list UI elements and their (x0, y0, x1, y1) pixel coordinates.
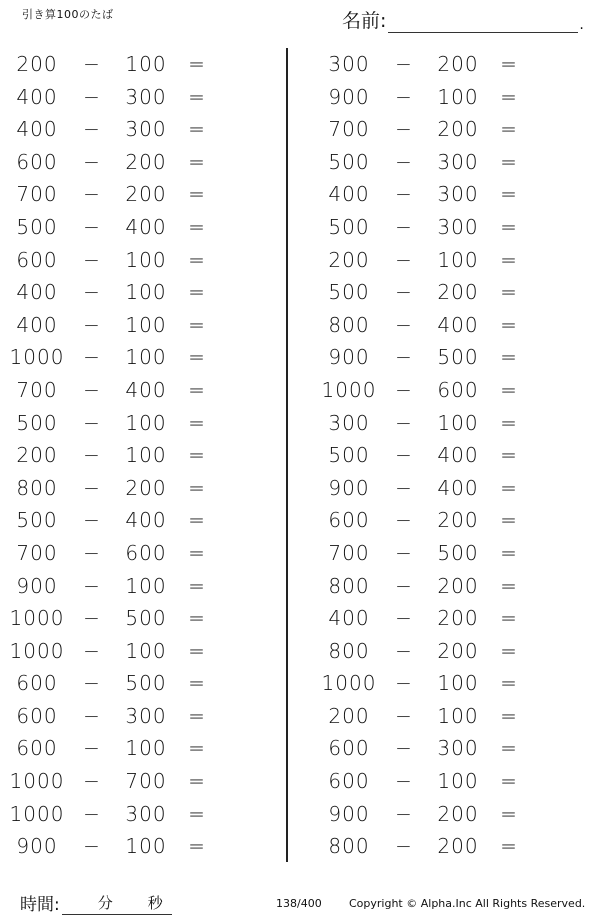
equals-sign: = (188, 149, 206, 174)
minus-sign: − (83, 149, 101, 174)
problem-row (0, 146, 270, 179)
worksheet-title: 引き算100のたば (22, 8, 114, 21)
minuend: 600 (328, 736, 370, 761)
equals-sign: = (188, 540, 206, 565)
equals-sign: = (188, 736, 206, 761)
equals-sign: = (188, 769, 206, 794)
minuend: 200 (16, 52, 58, 76)
subtrahend: 700 (125, 769, 167, 794)
minus-sign: − (83, 410, 101, 435)
equals-sign: = (188, 117, 206, 142)
minus-sign: − (395, 769, 413, 794)
equals-sign: = (500, 117, 518, 142)
minus-sign: − (83, 247, 101, 272)
minus-sign: − (83, 182, 101, 207)
subtrahend: 600 (125, 540, 167, 565)
minuend: 300 (328, 410, 370, 435)
problem-row (0, 439, 270, 472)
equals-sign: = (188, 312, 206, 337)
minus-sign: − (83, 573, 101, 598)
minus-sign: − (83, 280, 101, 305)
problem-row (312, 798, 582, 831)
subtrahend: 200 (437, 280, 479, 305)
minuend: 300 (328, 52, 370, 76)
equals-sign: = (188, 703, 206, 728)
minuend: 200 (328, 247, 370, 272)
problem-row (0, 635, 270, 668)
equals-sign: = (500, 214, 518, 239)
subtrahend: 100 (125, 312, 167, 337)
minus-sign: − (83, 508, 101, 533)
equals-sign: = (500, 834, 518, 859)
time-input-line[interactable] (62, 892, 172, 915)
equals-sign: = (500, 638, 518, 663)
minus-sign: − (395, 801, 413, 826)
minus-sign: − (83, 475, 101, 500)
equals-sign: = (188, 606, 206, 631)
problem-row (0, 765, 270, 798)
minus-sign: − (83, 377, 101, 402)
right-problem-column (312, 48, 582, 863)
problem-row (312, 537, 582, 570)
minuend: 800 (328, 312, 370, 337)
problem-row (0, 798, 270, 831)
subtrahend: 400 (437, 443, 479, 468)
problem-row (0, 732, 270, 765)
minus-sign: − (395, 573, 413, 598)
minuend: 600 (16, 671, 58, 696)
subtrahend: 200 (437, 834, 479, 859)
subtrahend: 100 (125, 736, 167, 761)
subtrahend: 300 (437, 182, 479, 207)
minus-sign: − (83, 312, 101, 337)
subtrahend: 200 (437, 573, 479, 598)
minus-sign: − (83, 84, 101, 109)
equals-sign: = (500, 345, 518, 370)
problem-row (0, 830, 270, 863)
minuend: 600 (328, 769, 370, 794)
problem-row (0, 244, 270, 277)
time-field-group (20, 890, 172, 915)
minuend: 600 (16, 736, 58, 761)
minuend: 1000 (321, 671, 377, 696)
minus-sign: − (83, 117, 101, 142)
subtrahend: 100 (437, 247, 479, 272)
problem-row (312, 113, 582, 146)
minuend: 500 (328, 443, 370, 468)
subtrahend: 200 (437, 508, 479, 533)
minuend: 500 (16, 410, 58, 435)
problem-row (312, 341, 582, 374)
minuend: 700 (328, 540, 370, 565)
equals-sign: = (188, 345, 206, 370)
minuend: 700 (16, 182, 58, 207)
minuend: 400 (16, 312, 58, 337)
subtrahend: 300 (125, 117, 167, 142)
equals-sign: = (500, 377, 518, 402)
subtrahend: 100 (125, 834, 167, 859)
equals-sign: = (500, 280, 518, 305)
minuend: 600 (16, 247, 58, 272)
equals-sign: = (500, 606, 518, 631)
problem-row (312, 309, 582, 342)
minuend: 700 (328, 117, 370, 142)
subtrahend: 100 (437, 410, 479, 435)
minuend: 600 (16, 149, 58, 174)
equals-sign: = (500, 736, 518, 761)
problem-row (0, 407, 270, 440)
problem-row (312, 407, 582, 440)
equals-sign: = (500, 247, 518, 272)
minus-sign: − (395, 703, 413, 728)
minus-sign: − (395, 834, 413, 859)
problem-row (312, 244, 582, 277)
equals-sign: = (500, 475, 518, 500)
subtrahend: 300 (437, 736, 479, 761)
minuend: 400 (16, 84, 58, 109)
subtrahend: 100 (125, 443, 167, 468)
minus-sign: − (83, 769, 101, 794)
problem-row (312, 472, 582, 505)
minuend: 1000 (9, 769, 65, 794)
equals-sign: = (188, 671, 206, 696)
minuend: 700 (16, 540, 58, 565)
name-field-group (342, 6, 584, 33)
problem-row (0, 113, 270, 146)
minuend: 500 (328, 280, 370, 305)
subtrahend: 300 (437, 214, 479, 239)
minuend: 500 (16, 214, 58, 239)
minuend: 900 (328, 475, 370, 500)
minus-sign: − (395, 149, 413, 174)
page-number: 138/400 (276, 897, 322, 910)
problem-row (312, 81, 582, 114)
problem-row (312, 570, 582, 603)
minuend: 1000 (9, 345, 65, 370)
minuend: 500 (16, 508, 58, 533)
time-label: 時間: (20, 895, 60, 915)
problem-row (312, 178, 582, 211)
minus-sign: − (83, 540, 101, 565)
minus-sign: − (395, 508, 413, 533)
minus-sign: − (83, 443, 101, 468)
equals-sign: = (500, 443, 518, 468)
subtrahend: 200 (125, 475, 167, 500)
problem-row (0, 178, 270, 211)
problem-row (0, 309, 270, 342)
problem-row (312, 146, 582, 179)
equals-sign: = (188, 508, 206, 533)
subtrahend: 100 (125, 247, 167, 272)
minuend: 700 (16, 377, 58, 402)
equals-sign: = (188, 247, 206, 272)
problem-row (0, 81, 270, 114)
minuend: 1000 (321, 377, 377, 402)
subtrahend: 200 (125, 182, 167, 207)
minuend: 800 (328, 573, 370, 598)
minuend: 600 (16, 703, 58, 728)
minuend: 1000 (9, 606, 65, 631)
subtrahend: 500 (437, 540, 479, 565)
equals-sign: = (500, 52, 518, 76)
problem-row (312, 700, 582, 733)
name-line-end-dot: . (579, 17, 584, 33)
subtrahend: 400 (125, 508, 167, 533)
minuend: 800 (328, 638, 370, 663)
problem-row (312, 48, 582, 81)
subtrahend: 100 (125, 345, 167, 370)
equals-sign: = (188, 84, 206, 109)
minuend: 500 (328, 149, 370, 174)
subtrahend: 300 (437, 149, 479, 174)
minus-sign: − (83, 638, 101, 663)
problem-row (312, 732, 582, 765)
minuend: 200 (328, 703, 370, 728)
name-input-line[interactable] (388, 12, 578, 33)
problem-row (0, 374, 270, 407)
equals-sign: = (500, 540, 518, 565)
subtrahend: 300 (125, 84, 167, 109)
subtrahend: 100 (437, 769, 479, 794)
minus-sign: − (395, 280, 413, 305)
minuend: 400 (16, 280, 58, 305)
subtrahend: 100 (125, 52, 167, 76)
subtrahend: 100 (437, 84, 479, 109)
subtrahend: 100 (437, 671, 479, 696)
subtrahend: 400 (437, 475, 479, 500)
subtrahend: 200 (437, 638, 479, 663)
subtrahend: 500 (437, 345, 479, 370)
equals-sign: = (500, 312, 518, 337)
equals-sign: = (500, 149, 518, 174)
minus-sign: − (395, 443, 413, 468)
equals-sign: = (188, 801, 206, 826)
minuend: 900 (16, 573, 58, 598)
subtrahend: 200 (437, 117, 479, 142)
minus-sign: − (395, 377, 413, 402)
minuend: 900 (328, 345, 370, 370)
minuend: 1000 (9, 801, 65, 826)
subtrahend: 300 (125, 801, 167, 826)
equals-sign: = (188, 52, 206, 76)
subtrahend: 100 (437, 703, 479, 728)
subtrahend: 500 (125, 671, 167, 696)
minus-sign: − (395, 214, 413, 239)
minus-sign: − (395, 345, 413, 370)
problem-row (0, 472, 270, 505)
subtrahend: 400 (437, 312, 479, 337)
minuend: 900 (328, 84, 370, 109)
minutes-label: 分 (97, 894, 113, 912)
problem-row (312, 374, 582, 407)
minuend: 1000 (9, 638, 65, 663)
minuend: 200 (16, 443, 58, 468)
subtrahend: 200 (125, 149, 167, 174)
problem-row (312, 211, 582, 244)
column-divider (286, 48, 288, 862)
equals-sign: = (188, 182, 206, 207)
problem-row (0, 341, 270, 374)
problem-row (312, 504, 582, 537)
minus-sign: − (83, 606, 101, 631)
minus-sign: − (395, 540, 413, 565)
problem-row (0, 570, 270, 603)
equals-sign: = (500, 410, 518, 435)
equals-sign: = (188, 377, 206, 402)
minus-sign: − (395, 117, 413, 142)
minuend: 900 (16, 834, 58, 859)
minuend: 400 (328, 182, 370, 207)
equals-sign: = (500, 801, 518, 826)
equals-sign: = (500, 84, 518, 109)
subtrahend: 400 (125, 377, 167, 402)
equals-sign: = (188, 410, 206, 435)
subtrahend: 200 (437, 52, 479, 76)
equals-sign: = (188, 443, 206, 468)
problem-row (0, 537, 270, 570)
problem-row (0, 602, 270, 635)
equals-sign: = (188, 573, 206, 598)
equals-sign: = (188, 475, 206, 500)
minuend: 800 (16, 475, 58, 500)
problem-row (0, 667, 270, 700)
seconds-label: 秒 (147, 894, 163, 912)
minus-sign: − (83, 345, 101, 370)
subtrahend: 300 (125, 703, 167, 728)
minus-sign: − (395, 638, 413, 663)
subtrahend: 100 (125, 410, 167, 435)
minus-sign: − (83, 52, 101, 76)
subtrahend: 600 (437, 377, 479, 402)
minus-sign: − (83, 834, 101, 859)
subtrahend: 500 (125, 606, 167, 631)
minuend: 500 (328, 214, 370, 239)
minus-sign: − (83, 703, 101, 728)
problem-row (312, 765, 582, 798)
equals-sign: = (500, 769, 518, 794)
problem-row (0, 276, 270, 309)
equals-sign: = (500, 671, 518, 696)
subtrahend: 100 (125, 638, 167, 663)
minus-sign: − (395, 312, 413, 337)
equals-sign: = (500, 703, 518, 728)
problem-row (0, 211, 270, 244)
minuend: 800 (328, 834, 370, 859)
problem-row (0, 700, 270, 733)
minus-sign: − (395, 84, 413, 109)
name-label: 名前: (342, 10, 387, 32)
minus-sign: − (83, 214, 101, 239)
minus-sign: − (395, 182, 413, 207)
minus-sign: − (395, 736, 413, 761)
subtrahend: 100 (125, 573, 167, 598)
problem-row (312, 439, 582, 472)
minus-sign: − (83, 801, 101, 826)
minuend: 400 (328, 606, 370, 631)
equals-sign: = (188, 280, 206, 305)
problem-row (312, 635, 582, 668)
subtrahend: 200 (437, 606, 479, 631)
problem-row (0, 504, 270, 537)
subtrahend: 400 (125, 214, 167, 239)
problem-row (312, 830, 582, 863)
minuend: 400 (16, 117, 58, 142)
minus-sign: − (395, 247, 413, 272)
equals-sign: = (500, 508, 518, 533)
minus-sign: − (395, 410, 413, 435)
subtrahend: 100 (125, 280, 167, 305)
equals-sign: = (500, 573, 518, 598)
minus-sign: − (395, 671, 413, 696)
minus-sign: − (395, 606, 413, 631)
minuend: 600 (328, 508, 370, 533)
problem-row (0, 48, 270, 81)
minus-sign: − (83, 736, 101, 761)
left-problem-column (0, 48, 270, 863)
problem-row (312, 667, 582, 700)
minus-sign: − (395, 475, 413, 500)
problem-row (312, 276, 582, 309)
minus-sign: − (395, 52, 413, 76)
problem-row (312, 602, 582, 635)
equals-sign: = (500, 182, 518, 207)
equals-sign: = (188, 214, 206, 239)
equals-sign: = (188, 834, 206, 859)
minus-sign: − (83, 671, 101, 696)
minuend: 900 (328, 801, 370, 826)
subtrahend: 200 (437, 801, 479, 826)
equals-sign: = (188, 638, 206, 663)
copyright-notice: Copyright © Alpha.Inc All Rights Reserved. (349, 897, 586, 910)
